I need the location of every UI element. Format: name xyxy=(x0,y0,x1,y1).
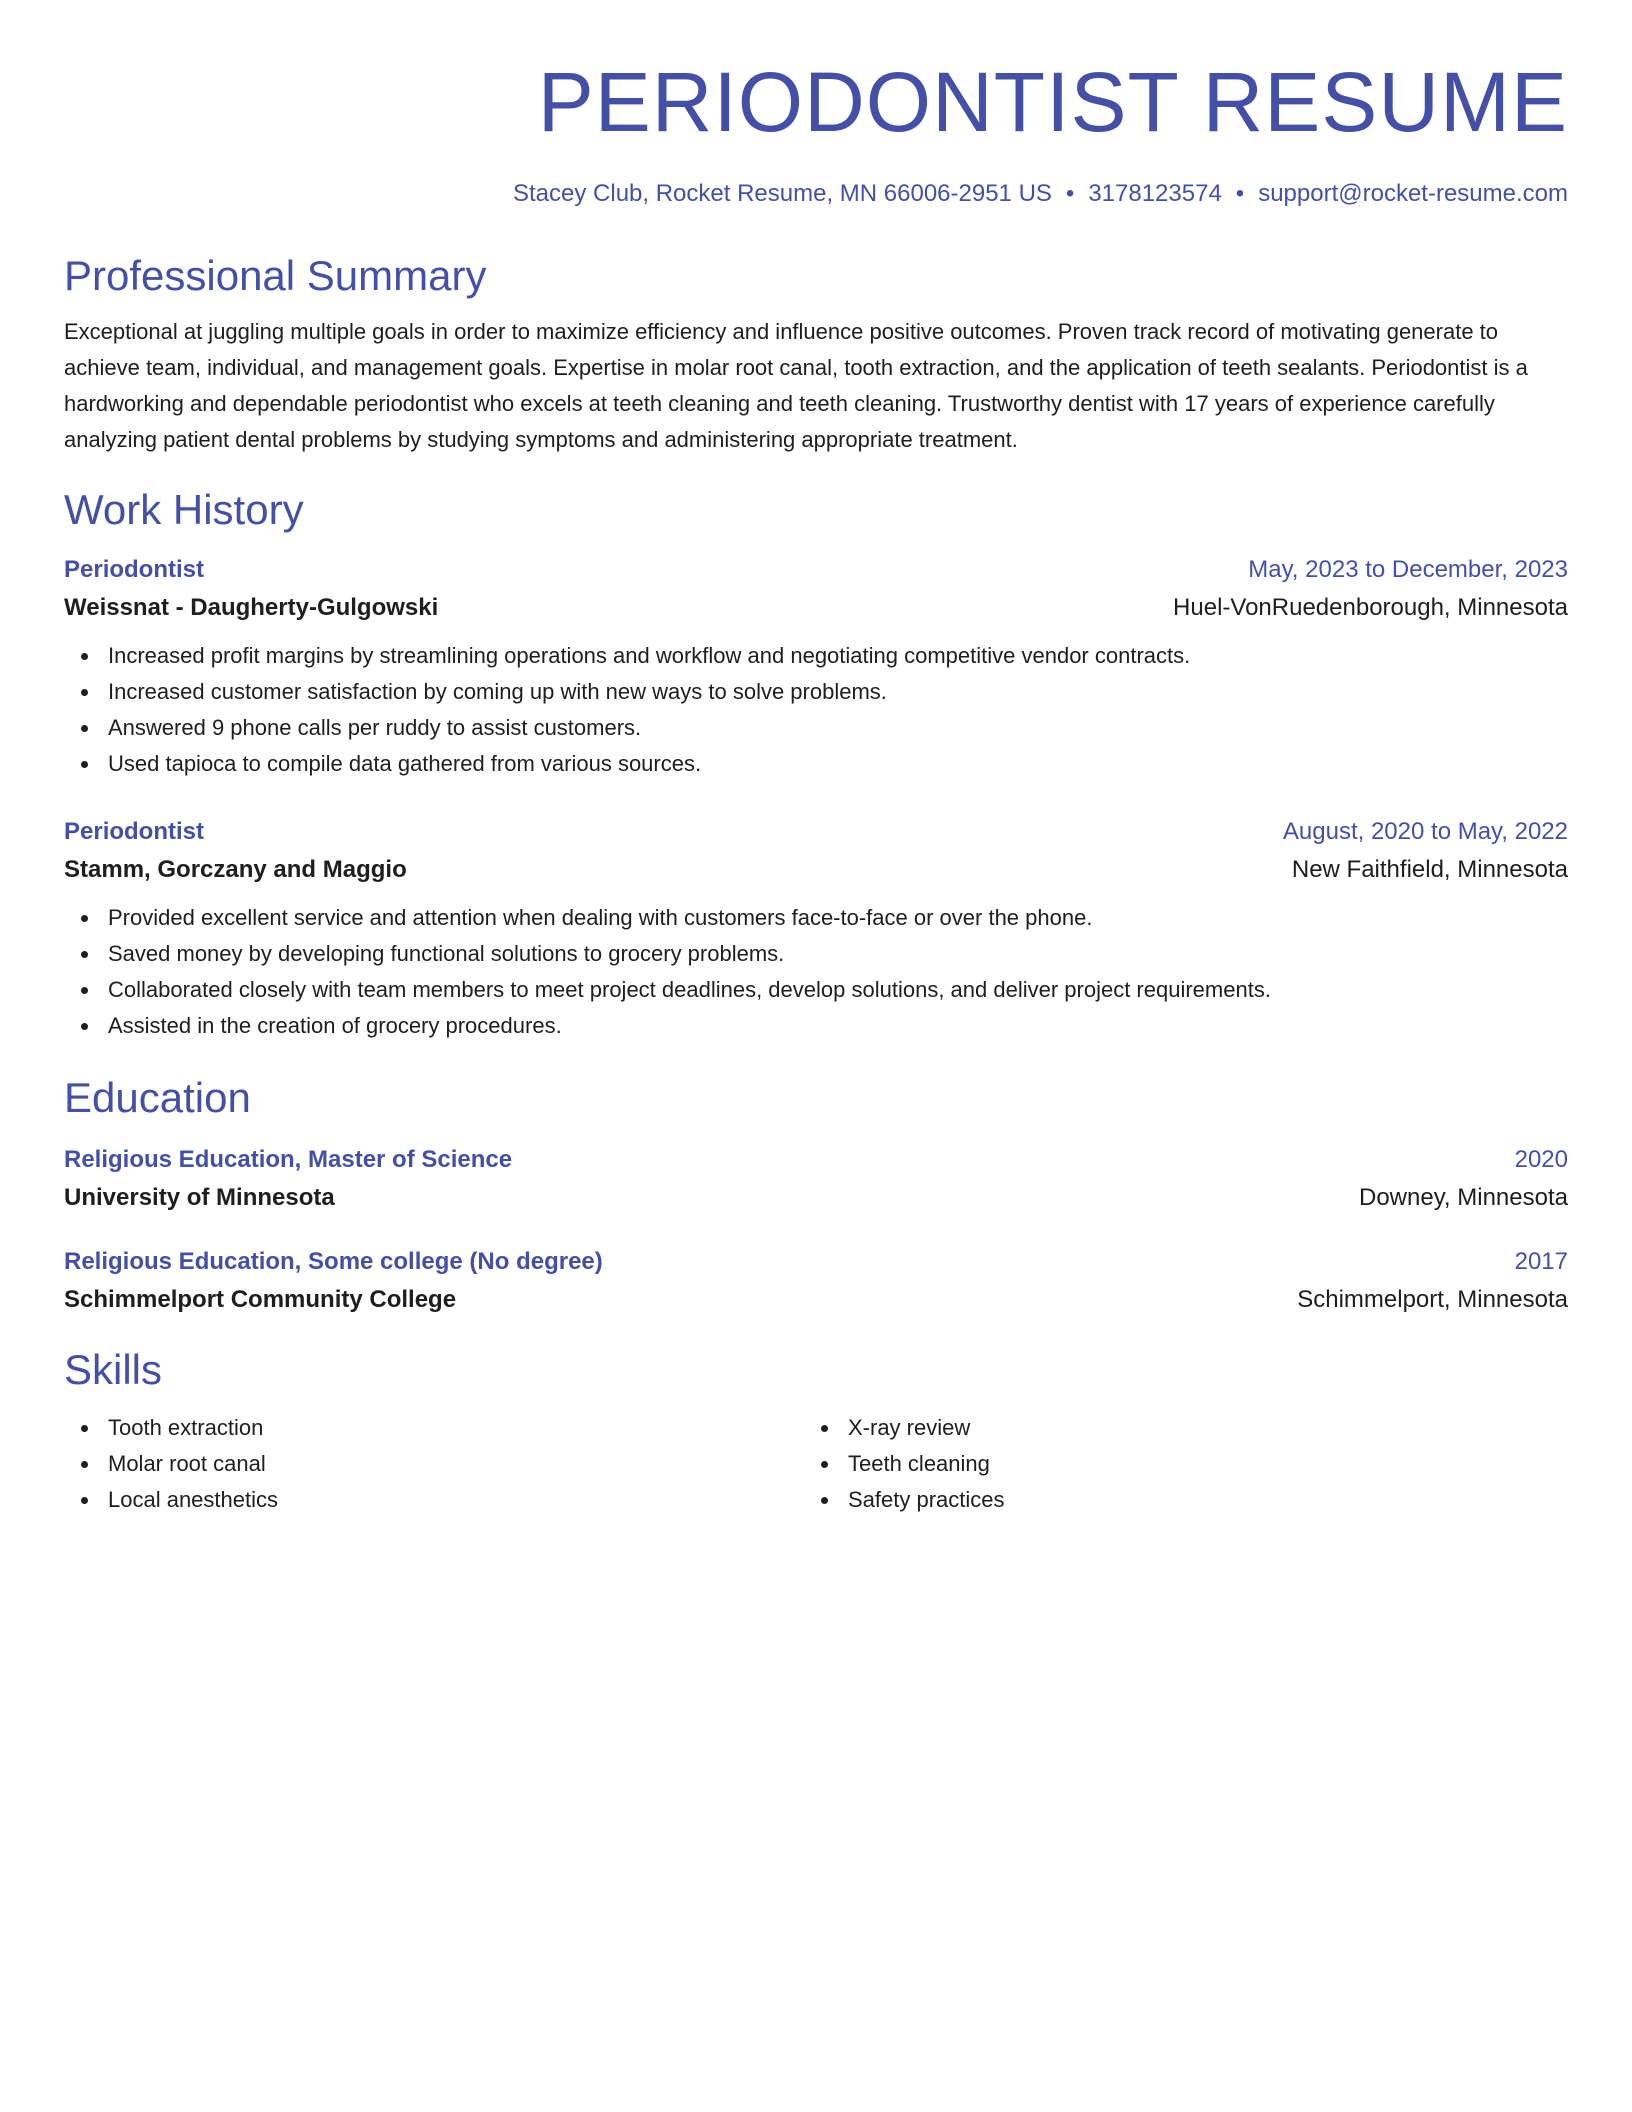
skill-item: Teeth cleaning xyxy=(804,1446,1544,1482)
work-history-list xyxy=(64,554,1568,1044)
job-dates: May, 2023 to December, 2023 xyxy=(1248,556,1568,583)
job-bullet: Assisted in the creation of grocery procedures. xyxy=(64,1008,1568,1044)
section-heading-skills: Skills xyxy=(64,1346,163,1393)
education-degree: Religious Education, Master of Science xyxy=(64,1146,513,1173)
job-dates: August, 2020 to May, 2022 xyxy=(1282,818,1568,845)
resume-title: PERIODONTIST RESUME xyxy=(537,55,1568,149)
job-bullet: Answered 9 phone calls per ruddy to assist customers. xyxy=(64,710,1568,746)
education-degree-row xyxy=(64,1246,1568,1278)
education-entry xyxy=(64,1246,1568,1316)
job-bullet: Increased customer satisfaction by coming up with new ways to solve problems. xyxy=(64,674,1568,710)
job-bullet: Used tapioca to compile data gathered from various sources. xyxy=(64,746,1568,782)
education-location: Downey, Minnesota xyxy=(1359,1184,1568,1211)
contact-phone: 3178123574 xyxy=(1088,180,1222,207)
job-title: Periodontist xyxy=(64,556,205,583)
education-location: Schimmelport, Minnesota xyxy=(1297,1286,1568,1313)
job-bullet: Collaborated closely with team members to meet project deadlines, develop solutions, and deliver project requirements. xyxy=(64,972,1568,1008)
education-school-row xyxy=(64,1182,1568,1214)
job-title: Periodontist xyxy=(64,818,205,845)
resume-page xyxy=(64,0,1568,1518)
education-school: Schimmelport Community College xyxy=(64,1286,457,1313)
skill-item: Local anesthetics xyxy=(64,1482,804,1518)
education-year: 2017 xyxy=(1514,1248,1568,1275)
education-degree: Religious Education, Some college (No degree) xyxy=(64,1248,603,1275)
skill-item: Molar root canal xyxy=(64,1446,804,1482)
job-company: Weissnat - Daugherty-Gulgowski xyxy=(64,594,439,621)
job-bullet-list xyxy=(64,900,1568,1044)
education-degree-row xyxy=(64,1144,1568,1176)
job-company-row xyxy=(64,592,1568,624)
contact-address: Stacey Club, Rocket Resume, MN 66006-2951 US xyxy=(512,180,1052,207)
summary-paragraph: Exceptional at juggling multiple goals in order to maximize efficiency and influence positive outcomes. Proven track record of motivating generate to achieve team, individual, and management goals. Expertise in molar root canal, tooth extraction, and the application of teeth sealants. Periodontist is a hardworking and dependable periodontist who excels at teeth cleaning and teeth cleaning. Trustworthy dentist with 17 years of experience carefully analyzing patient dental problems by studying symptoms and administering appropriate treatment. xyxy=(64,319,1528,452)
job-bullet: Provided excellent service and attention when dealing with customers face-to-face or over the phone. xyxy=(64,900,1568,936)
contact-separator: • xyxy=(1235,180,1245,207)
skill-item: Tooth extraction xyxy=(64,1410,804,1446)
job-entry xyxy=(64,554,1568,782)
contact-line xyxy=(64,178,1568,210)
skills-column-left xyxy=(64,1410,804,1518)
job-bullet: Increased profit margins by streamlining operations and workflow and negotiating competitive vendor contracts. xyxy=(64,638,1568,674)
skill-item: Safety practices xyxy=(804,1482,1544,1518)
education-entry xyxy=(64,1144,1568,1214)
job-location: Huel-VonRuedenborough, Minnesota xyxy=(1173,594,1568,621)
contact-separator: • xyxy=(1065,180,1075,207)
contact-email: support@rocket-resume.com xyxy=(1258,180,1568,207)
job-entry xyxy=(64,816,1568,1044)
job-title-row xyxy=(64,554,1568,586)
job-title-row xyxy=(64,816,1568,848)
section-heading-summary: Professional Summary xyxy=(64,252,487,299)
job-company-row xyxy=(64,854,1568,886)
skills-column-right xyxy=(804,1410,1544,1518)
skill-item: X-ray review xyxy=(804,1410,1544,1446)
job-bullet: Saved money by developing functional solutions to grocery problems. xyxy=(64,936,1568,972)
job-bullet-list xyxy=(64,638,1568,782)
job-location: New Faithfield, Minnesota xyxy=(1291,856,1568,883)
section-heading-work-history: Work History xyxy=(64,486,304,533)
education-year: 2020 xyxy=(1514,1146,1568,1173)
education-school-row xyxy=(64,1284,1568,1316)
section-heading-education: Education xyxy=(64,1074,251,1121)
education-school: University of Minnesota xyxy=(64,1184,335,1211)
education-list xyxy=(64,1144,1568,1316)
job-company: Stamm, Gorczany and Maggio xyxy=(64,856,407,883)
skills-grid xyxy=(64,1410,1568,1518)
